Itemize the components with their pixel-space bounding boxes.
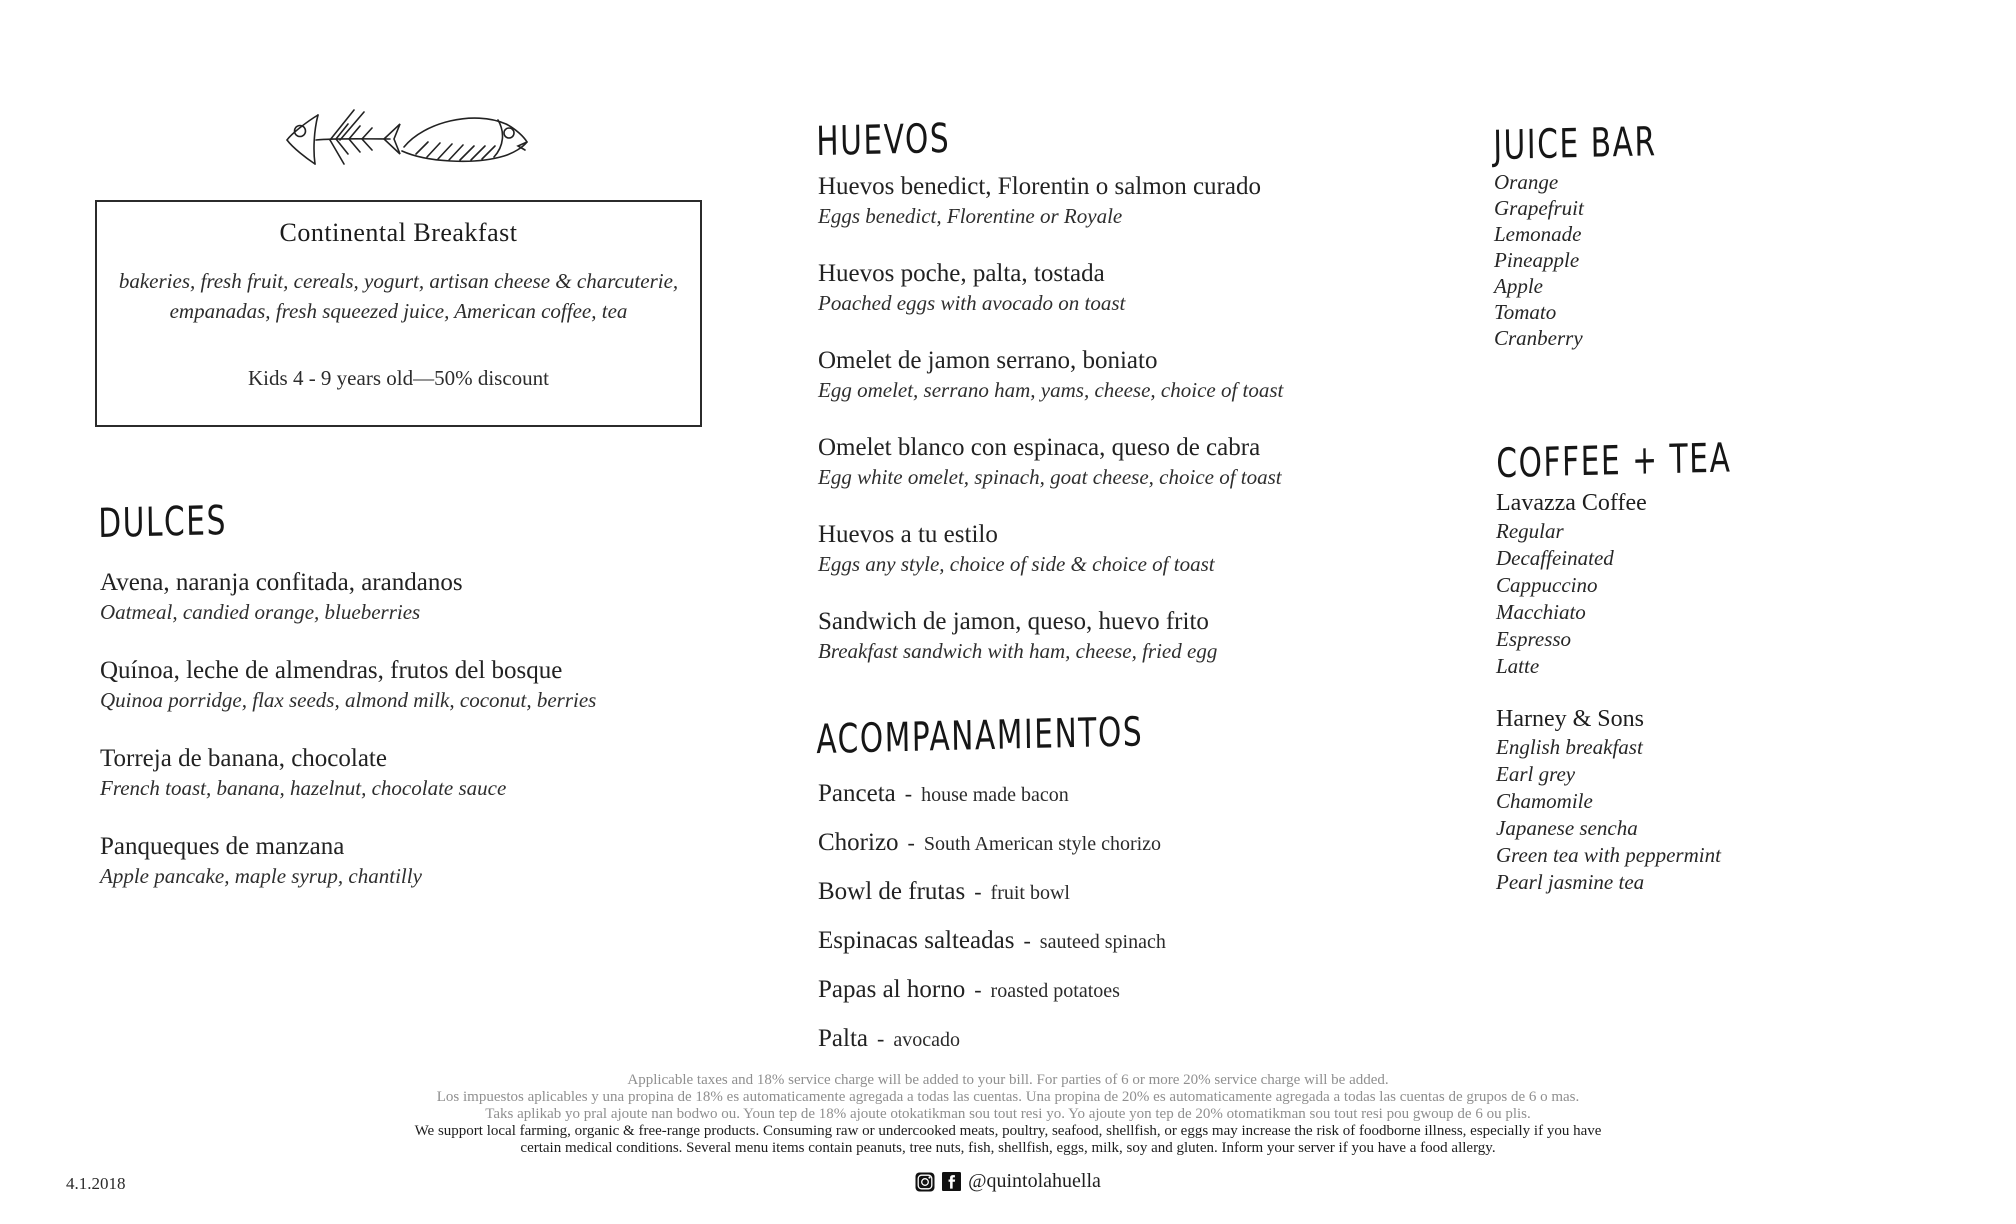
coffee-option: Decaffeinated bbox=[1496, 546, 1614, 570]
side-item-separator: - bbox=[1023, 928, 1031, 953]
continental-description-line2: empanadas, fresh squeezed juice, American coffee, tea bbox=[169, 299, 628, 323]
fine-print-line: Applicable taxes and 18% service charge will be added to your bill. For parties of 6 or more 20% service charge will be added. bbox=[627, 1072, 1389, 1088]
fine-print bbox=[0, 1072, 2016, 1157]
tea-option: Earl grey bbox=[1496, 762, 1576, 786]
menu-item-name: Avena, naranja confitada, arandanos bbox=[100, 569, 463, 596]
menu-item-name: Panqueques de manzana bbox=[100, 833, 345, 860]
side-item-separator: - bbox=[904, 781, 913, 806]
menu-item-name: Torreja de banana, chocolate bbox=[100, 745, 387, 772]
side-item-separator: - bbox=[907, 830, 915, 855]
menu-item-description: Eggs benedict, Florentine or Royale bbox=[818, 204, 1123, 228]
kids-discount-note: Kids 4 - 9 years old—50% discount bbox=[248, 366, 549, 390]
section-heading-dulces: DULCES bbox=[98, 496, 228, 547]
side-item-separator: - bbox=[974, 977, 982, 1002]
side-item bbox=[818, 819, 1166, 868]
side-item-separator: - bbox=[974, 879, 982, 904]
section-heading-huevos: HUEVOS bbox=[816, 114, 951, 165]
menu-item bbox=[818, 433, 1283, 491]
coffee-tea-groups bbox=[1496, 488, 1721, 920]
juice-bar-items bbox=[1494, 169, 1584, 351]
menu-item-name: Huevos poche, palta, tostada bbox=[818, 260, 1105, 287]
social-handle: @quintolahuella bbox=[968, 1170, 1101, 1192]
side-item-name: Panceta bbox=[818, 780, 896, 807]
tea-option: English breakfast bbox=[1496, 735, 1643, 759]
side-item bbox=[818, 868, 1166, 917]
side-item-name: Chorizo bbox=[818, 829, 899, 856]
tea-group bbox=[1496, 704, 1721, 896]
tea-option: Green tea with peppermint bbox=[1496, 843, 1721, 867]
side-item-description: fruit bowl bbox=[990, 882, 1070, 904]
menu-item bbox=[818, 172, 1283, 230]
menu-item bbox=[818, 346, 1283, 404]
menu-item-description: Oatmeal, candied orange, blueberries bbox=[100, 600, 421, 624]
menu-item-description: Egg white omelet, spinach, goat cheese, choice of toast bbox=[818, 465, 1282, 489]
coffee-option: Regular bbox=[1496, 519, 1564, 543]
juice-item: Lemonade bbox=[1494, 222, 1582, 246]
side-item-name: Bowl de frutas bbox=[818, 878, 966, 905]
menu-item bbox=[818, 259, 1283, 317]
juice-item: Pineapple bbox=[1494, 248, 1580, 272]
side-item-name: Palta bbox=[818, 1025, 868, 1052]
side-item bbox=[818, 966, 1166, 1015]
coffee-option: Macchiato bbox=[1496, 600, 1586, 624]
menu-item bbox=[818, 607, 1283, 665]
fish-skeleton-illustration-icon bbox=[278, 102, 536, 176]
menu-item-name: Quínoa, leche de almendras, frutos del bosque bbox=[100, 657, 563, 684]
section-heading-acompanamientos: ACOMPANAMIENTOS bbox=[816, 708, 1144, 763]
menu-item-name: Sandwich de jamon, queso, huevo frito bbox=[818, 608, 1209, 635]
tea-group-name: Harney & Sons bbox=[1496, 706, 1644, 732]
continental-title: Continental Breakfast bbox=[279, 218, 518, 247]
menu-item-name: Omelet de jamon serrano, boniato bbox=[818, 347, 1158, 374]
menu-item-description: Eggs any style, choice of side & choice of toast bbox=[818, 552, 1215, 576]
menu-item-name: Huevos benedict, Florentin o salmon curado bbox=[818, 173, 1261, 200]
instagram-icon bbox=[915, 1172, 935, 1192]
huevos-items bbox=[818, 172, 1283, 694]
fine-print-line: certain medical conditions. Several menu items contain peanuts, tree nuts, fish, shellfish, eggs, milk, soy and gluten. Inform your server if you have a food allergy. bbox=[520, 1140, 1496, 1156]
coffee-option: Latte bbox=[1496, 654, 1540, 678]
menu-item bbox=[100, 832, 596, 890]
menu-item-description: Egg omelet, serrano ham, yams, cheese, choice of toast bbox=[818, 378, 1284, 402]
coffee-group bbox=[1496, 488, 1721, 680]
side-item-description: sauteed spinach bbox=[1039, 931, 1166, 953]
side-item-description: house made bacon bbox=[921, 784, 1069, 806]
tea-option: Japanese sencha bbox=[1496, 816, 1638, 840]
fine-print-line: Los impuestos aplicables y una propina de 18% es automaticamente agregada a todas las cuentas. Una propina de 20% es automaticamente agregada a todas las cuentas de grupos de 6 o mas. bbox=[436, 1089, 1580, 1105]
juice-item: Apple bbox=[1494, 274, 1543, 298]
coffee-option: Cappuccino bbox=[1496, 573, 1598, 597]
menu-item bbox=[100, 568, 596, 626]
side-item-separator: - bbox=[877, 1026, 885, 1051]
tea-option: Chamomile bbox=[1496, 789, 1593, 813]
menu-date: 4.1.2018 bbox=[66, 1174, 126, 1193]
menu-item-description: Quinoa porridge, flax seeds, almond milk, coconut, berries bbox=[100, 688, 597, 712]
dulces-items bbox=[100, 568, 596, 920]
menu-item bbox=[100, 744, 596, 802]
juice-item: Cranberry bbox=[1494, 326, 1583, 350]
menu-item bbox=[100, 656, 596, 714]
side-item-name: Espinacas salteadas bbox=[818, 927, 1015, 954]
side-item-description: avocado bbox=[893, 1029, 960, 1051]
side-item-description: roasted potatoes bbox=[990, 980, 1120, 1002]
fine-print-line: We support local farming, organic & free-range products. Consuming raw or undercooked meats, poultry, seafood, shellfish, or eggs may increase the risk of foodborne illness, especially if you have bbox=[414, 1123, 1602, 1139]
coffee-group-name: Lavazza Coffee bbox=[1496, 490, 1647, 516]
menu-item-name: Huevos a tu estilo bbox=[818, 521, 998, 548]
social-row bbox=[0, 1170, 2016, 1193]
section-heading-juice-bar: JUICE BAR bbox=[1493, 118, 1657, 169]
menu-item-description: Apple pancake, maple syrup, chantilly bbox=[100, 864, 422, 888]
fine-print-line: Taks aplikab yo pral ajoute nan bodwo ou. Youn tep de 18% ajoute otokatikman sou tout resi yo. Yo ajoute yon tep de 20% otomatikman sou tout resi pou gwoup de 6 ou plis. bbox=[485, 1106, 1531, 1122]
continental-description-line1: bakeries, fresh fruit, cereals, yogurt, artisan cheese & charcuterie, bbox=[118, 269, 679, 293]
section-heading-coffee-tea: COFFEE + TEA bbox=[1496, 434, 1732, 487]
juice-item: Orange bbox=[1494, 170, 1559, 194]
acompanamientos-items bbox=[818, 770, 1166, 1064]
coffee-option: Espresso bbox=[1496, 627, 1572, 651]
menu-item-description: Poached eggs with avocado on toast bbox=[818, 291, 1126, 315]
juice-item: Grapefruit bbox=[1494, 196, 1584, 220]
side-item-description: South American style chorizo bbox=[923, 833, 1162, 855]
menu-item-name: Omelet blanco con espinaca, queso de cabra bbox=[818, 434, 1261, 461]
juice-item: Tomato bbox=[1494, 300, 1557, 324]
side-item bbox=[818, 1015, 1166, 1064]
continental-breakfast-box bbox=[95, 200, 702, 427]
tea-option: Pearl jasmine tea bbox=[1496, 870, 1645, 894]
menu-item-description: French toast, banana, hazelnut, chocolate sauce bbox=[100, 776, 507, 800]
menu-item-description: Breakfast sandwich with ham, cheese, fried egg bbox=[818, 639, 1218, 663]
side-item bbox=[818, 917, 1166, 966]
menu-item bbox=[818, 520, 1283, 578]
side-item-name: Papas al horno bbox=[818, 976, 966, 1003]
facebook-icon bbox=[942, 1172, 961, 1191]
side-item bbox=[818, 770, 1166, 819]
